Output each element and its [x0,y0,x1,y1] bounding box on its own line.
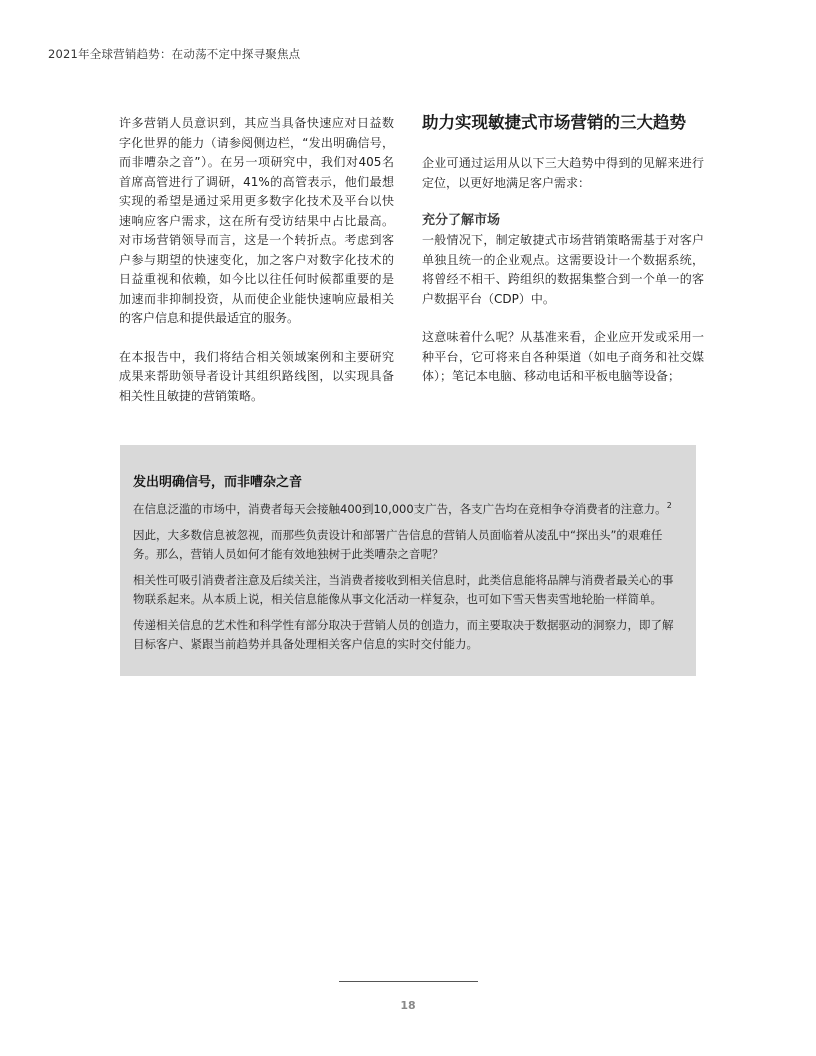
sidebar-title: 发出明确信号，而非嘈杂之音 [133,475,303,490]
page-number: 18 [400,999,416,1012]
sidebar-paragraph: 相关性可吸引消费者注意及后续关注，当消费者接收到相关信息时，此类信息能将品牌与消费者最关心的事物联系起来。从本质上说，相关信息能像从事文化活动一样复杂，也可如下雪天售卖雪地轮胎一样简单。 [133,573,674,606]
sidebar-paragraph [133,497,682,518]
left-column [119,114,394,425]
footnote-marker: 2 [666,501,672,510]
body-paragraph: 许多营销人员意识到，其应当具备快速应对日益数字化世界的能力（请参阅侧边栏，“发出明确信号，而非嘈杂之音”）。在另一项研究中，我们对405名首席高管进行了调研，41%的高管表示，他们最想实现的希望是通过采用更多数字化技术及平台以快速响应客户需求，这在所有受访结果中占比最高。对市场营销领导而言，这是一个转折点。考虑到客户参与期望的快速变化，加之客户对数字化技术的日益重视和依赖，如今比以往任何时候都重要的是加速而非抑制投资，从而使企业能快速响应最相关的客户信息和提供最适宜的服务。 [119,116,394,325]
sidebar-paragraph: 因此，大多数信息被忽视，而那些负责设计和部署广告信息的营销人员面临着从凌乱中“探出头”的艰难任务。那么，营销人员如何才能有效地独树于此类嘈杂之音呢？ [133,528,663,561]
body-paragraph: 在本报告中，我们将结合相关领域案例和主要研究成果来帮助领导者设计其组织路线图，以实现具备相关性且敏捷的营销策略。 [119,349,394,403]
body-paragraph: 这意味着什么呢？从基准来看，企业应开发或采用一种平台，它可将来自各种渠道（如电子商务和社交媒体）；笔记本电脑、移动电话和平板电脑等设备； [422,330,704,383]
body-paragraph: 一般情况下，制定敏捷式市场营销策略需基于对客户单独且统一的企业观点。这需要设计一个数据系统，将曾经不相干、跨组织的数据集整合到一个单一的客户数据平台（CDP）中。 [422,233,704,306]
sub-heading: 充分了解市场 [422,213,501,228]
sidebar-callout [120,445,696,676]
intro-paragraph: 企业可通过运用从以下三大趋势中得到的见解来进行定位，以更好地满足客户需求： [422,156,704,190]
section-heading: 助力实现敏捷式市场营销的三大趋势 [422,113,686,132]
sidebar-paragraph-text: 在信息泛滥的市场中，消费者每天会接触400到10,000支广告，各支广告均在竞相争夺消费者的注意力。 [133,501,667,516]
running-header: 2021年全球营销趋势：在动荡不定中探寻聚焦点 [48,47,301,61]
right-column [422,112,704,406]
footer-divider [339,981,478,982]
sidebar-paragraph: 传递相关信息的艺术性和科学性有部分取决于营销人员的创造力，而主要取决于数据驱动的洞察力，即了解目标客户、紧跟当前趋势并具备处理相关客户信息的实时交付能力。 [133,618,674,651]
